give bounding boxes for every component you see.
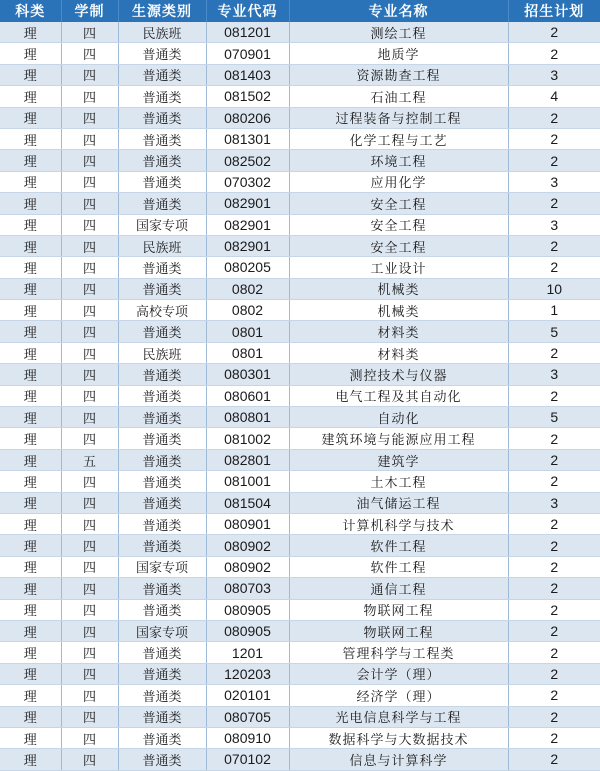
subject-category-cell: 理 [0,749,61,770]
subject-category-cell: 理 [0,428,61,449]
major-code-cell: 081301 [206,128,289,149]
duration-cell: 四 [61,663,118,684]
duration-cell: 四 [61,749,118,770]
enrollment-plan-cell: 2 [508,663,600,684]
duration-cell: 四 [61,492,118,513]
duration-cell: 四 [61,535,118,556]
table-row [0,556,600,577]
major-code-cell: 081504 [206,492,289,513]
student-source-cell: 普通类 [118,535,206,556]
enrollment-plan-cell: 2 [508,107,600,128]
subject-category-cell: 理 [0,257,61,278]
major-name-cell: 化学工程与工艺 [289,128,508,149]
subject-category-cell: 理 [0,685,61,706]
duration-cell: 四 [61,150,118,171]
table-row [0,685,600,706]
major-name-cell: 信息与计算科学 [289,749,508,770]
table-row [0,64,600,85]
duration-cell: 四 [61,107,118,128]
duration-cell: 四 [61,727,118,748]
major-name-cell: 安全工程 [289,235,508,256]
table-row [0,385,600,406]
table-row [0,107,600,128]
table-row [0,193,600,214]
major-name-cell: 自动化 [289,407,508,428]
major-name-cell: 软件工程 [289,535,508,556]
enrollment-plan-cell: 3 [508,364,600,385]
table-row [0,620,600,641]
subject-category-cell: 理 [0,22,61,43]
major-code-cell: 080206 [206,107,289,128]
subject-category-cell: 理 [0,342,61,363]
student-source-cell: 民族班 [118,342,206,363]
subject-category-cell: 理 [0,321,61,342]
student-source-cell: 普通类 [118,128,206,149]
subject-category-cell: 理 [0,407,61,428]
major-code-cell: 0801 [206,321,289,342]
enrollment-plan-cell: 2 [508,471,600,492]
major-code-cell: 080905 [206,599,289,620]
duration-cell: 四 [61,599,118,620]
enrollment-plan-cell: 2 [508,513,600,534]
duration-cell: 四 [61,64,118,85]
major-name-cell: 土木工程 [289,471,508,492]
subject-category-cell: 理 [0,535,61,556]
enrollment-plan-cell: 2 [508,428,600,449]
major-name-cell: 石油工程 [289,86,508,107]
subject-category-cell: 理 [0,364,61,385]
header-student-source: 生源类别 [118,0,206,22]
student-source-cell: 普通类 [118,492,206,513]
table-row [0,599,600,620]
student-source-cell: 普通类 [118,193,206,214]
table-row [0,727,600,748]
enrollment-plan-cell: 2 [508,150,600,171]
student-source-cell: 国家专项 [118,556,206,577]
subject-category-cell: 理 [0,278,61,299]
enrollment-plan-cell: 2 [508,556,600,577]
table-row [0,706,600,727]
subject-category-cell: 理 [0,214,61,235]
major-name-cell: 物联网工程 [289,599,508,620]
major-name-cell: 应用化学 [289,171,508,192]
major-code-cell: 0802 [206,278,289,299]
enrollment-plan-cell: 2 [508,235,600,256]
duration-cell: 四 [61,171,118,192]
major-name-cell: 安全工程 [289,193,508,214]
major-name-cell: 管理科学与工程类 [289,642,508,663]
duration-cell: 四 [61,407,118,428]
enrollment-plan-cell: 5 [508,407,600,428]
student-source-cell: 普通类 [118,364,206,385]
table-row [0,171,600,192]
student-source-cell: 普通类 [118,171,206,192]
subject-category-cell: 理 [0,150,61,171]
enrollment-plan-cell: 2 [508,749,600,770]
table-row [0,449,600,470]
major-name-cell: 机械类 [289,300,508,321]
enrollment-plan-cell: 3 [508,64,600,85]
table-header [0,0,600,22]
student-source-cell: 民族班 [118,22,206,43]
major-code-cell: 081201 [206,22,289,43]
major-code-cell: 081502 [206,86,289,107]
major-name-cell: 会计学（理） [289,663,508,684]
student-source-cell: 普通类 [118,449,206,470]
student-source-cell: 普通类 [118,727,206,748]
table-row [0,86,600,107]
table-row [0,492,600,513]
major-code-cell: 0801 [206,342,289,363]
enrollment-plan-cell: 5 [508,321,600,342]
enrollment-plan-cell: 2 [508,706,600,727]
subject-category-cell: 理 [0,471,61,492]
major-code-cell: 081001 [206,471,289,492]
enrollment-plan-cell: 10 [508,278,600,299]
duration-cell: 四 [61,86,118,107]
student-source-cell: 普通类 [118,749,206,770]
subject-category-cell: 理 [0,193,61,214]
major-code-cell: 082801 [206,449,289,470]
major-code-cell: 082901 [206,214,289,235]
major-code-cell: 070302 [206,171,289,192]
table-row [0,214,600,235]
subject-category-cell: 理 [0,599,61,620]
duration-cell: 四 [61,471,118,492]
student-source-cell: 普通类 [118,513,206,534]
subject-category-cell: 理 [0,706,61,727]
duration-cell: 四 [61,556,118,577]
major-name-cell: 地质学 [289,43,508,64]
duration-cell: 四 [61,342,118,363]
major-name-cell: 安全工程 [289,214,508,235]
major-code-cell: 0802 [206,300,289,321]
major-code-cell: 082502 [206,150,289,171]
major-code-cell: 080601 [206,385,289,406]
header-enrollment-plan: 招生计划 [508,0,600,22]
duration-cell: 五 [61,449,118,470]
table-row [0,407,600,428]
duration-cell: 四 [61,364,118,385]
header-major-name: 专业名称 [289,0,508,22]
duration-cell: 四 [61,22,118,43]
student-source-cell: 普通类 [118,471,206,492]
student-source-cell: 普通类 [118,257,206,278]
subject-category-cell: 理 [0,300,61,321]
table-row [0,235,600,256]
major-code-cell: 080801 [206,407,289,428]
major-code-cell: 020101 [206,685,289,706]
major-code-cell: 080205 [206,257,289,278]
table-row [0,321,600,342]
subject-category-cell: 理 [0,642,61,663]
table-row [0,663,600,684]
duration-cell: 四 [61,128,118,149]
duration-cell: 四 [61,43,118,64]
major-name-cell: 电气工程及其自动化 [289,385,508,406]
subject-category-cell: 理 [0,620,61,641]
enrollment-plan-cell: 2 [508,685,600,706]
student-source-cell: 普通类 [118,385,206,406]
major-code-cell: 1201 [206,642,289,663]
subject-category-cell: 理 [0,171,61,192]
table-row [0,22,600,43]
subject-category-cell: 理 [0,449,61,470]
subject-category-cell: 理 [0,107,61,128]
duration-cell: 四 [61,257,118,278]
header-duration: 学制 [61,0,118,22]
enrollment-plan-cell: 2 [508,727,600,748]
enrollment-plan-cell: 4 [508,86,600,107]
major-name-cell: 测控技术与仪器 [289,364,508,385]
major-name-cell: 通信工程 [289,578,508,599]
major-code-cell: 080301 [206,364,289,385]
major-name-cell: 工业设计 [289,257,508,278]
duration-cell: 四 [61,278,118,299]
student-source-cell: 普通类 [118,407,206,428]
enrollment-plan-cell: 2 [508,193,600,214]
student-source-cell: 普通类 [118,706,206,727]
duration-cell: 四 [61,235,118,256]
major-code-cell: 080905 [206,620,289,641]
enrollment-plan-cell: 2 [508,43,600,64]
student-source-cell: 普通类 [118,663,206,684]
major-name-cell: 资源勘查工程 [289,64,508,85]
duration-cell: 四 [61,300,118,321]
enrollment-plan-cell: 2 [508,642,600,663]
major-code-cell: 080901 [206,513,289,534]
student-source-cell: 普通类 [118,685,206,706]
duration-cell: 四 [61,385,118,406]
major-name-cell: 光电信息科学与工程 [289,706,508,727]
subject-category-cell: 理 [0,727,61,748]
table-row [0,578,600,599]
duration-cell: 四 [61,620,118,641]
duration-cell: 四 [61,321,118,342]
major-name-cell: 环境工程 [289,150,508,171]
student-source-cell: 普通类 [118,107,206,128]
student-source-cell: 国家专项 [118,620,206,641]
enrollment-plan-cell: 2 [508,22,600,43]
student-source-cell: 普通类 [118,642,206,663]
duration-cell: 四 [61,193,118,214]
duration-cell: 四 [61,642,118,663]
major-name-cell: 经济学（理） [289,685,508,706]
major-code-cell: 080703 [206,578,289,599]
enrollment-plan-cell: 2 [508,578,600,599]
student-source-cell: 普通类 [118,428,206,449]
major-name-cell: 数据科学与大数据技术 [289,727,508,748]
student-source-cell: 普通类 [118,599,206,620]
table-row [0,364,600,385]
major-name-cell: 测绘工程 [289,22,508,43]
student-source-cell: 民族班 [118,235,206,256]
major-code-cell: 080902 [206,535,289,556]
major-name-cell: 软件工程 [289,556,508,577]
table-row [0,278,600,299]
major-code-cell: 081002 [206,428,289,449]
table-row [0,257,600,278]
duration-cell: 四 [61,685,118,706]
major-code-cell: 080910 [206,727,289,748]
major-code-cell: 081403 [206,64,289,85]
table-row [0,513,600,534]
table-row [0,300,600,321]
subject-category-cell: 理 [0,128,61,149]
duration-cell: 四 [61,214,118,235]
subject-category-cell: 理 [0,43,61,64]
major-name-cell: 过程装备与控制工程 [289,107,508,128]
major-name-cell: 油气储运工程 [289,492,508,513]
student-source-cell: 普通类 [118,86,206,107]
major-code-cell: 082901 [206,193,289,214]
subject-category-cell: 理 [0,64,61,85]
subject-category-cell: 理 [0,513,61,534]
enrollment-plan-cell: 2 [508,449,600,470]
table-row [0,43,600,64]
enrollment-plan-cell: 2 [508,385,600,406]
major-name-cell: 机械类 [289,278,508,299]
subject-category-cell: 理 [0,492,61,513]
student-source-cell: 普通类 [118,150,206,171]
duration-cell: 四 [61,578,118,599]
header-subject-category: 科类 [0,0,61,22]
major-name-cell: 物联网工程 [289,620,508,641]
enrollment-plan-cell: 2 [508,128,600,149]
enrollment-plan-cell: 3 [508,492,600,513]
subject-category-cell: 理 [0,663,61,684]
major-code-cell: 120203 [206,663,289,684]
subject-category-cell: 理 [0,556,61,577]
major-name-cell: 建筑环境与能源应用工程 [289,428,508,449]
header-row [0,0,600,22]
major-code-cell: 082901 [206,235,289,256]
major-name-cell: 材料类 [289,342,508,363]
enrollment-plan-cell: 3 [508,214,600,235]
table-row [0,535,600,556]
duration-cell: 四 [61,428,118,449]
student-source-cell: 普通类 [118,321,206,342]
subject-category-cell: 理 [0,385,61,406]
enrollment-plan-cell: 2 [508,620,600,641]
enrollment-plan-cell: 3 [508,171,600,192]
student-source-cell: 国家专项 [118,214,206,235]
table-row [0,342,600,363]
student-source-cell: 普通类 [118,43,206,64]
student-source-cell: 普通类 [118,278,206,299]
major-code-cell: 080902 [206,556,289,577]
subject-category-cell: 理 [0,86,61,107]
major-code-cell: 070102 [206,749,289,770]
enrollment-plan-cell: 2 [508,257,600,278]
major-name-cell: 计算机科学与技术 [289,513,508,534]
major-code-cell: 070901 [206,43,289,64]
duration-cell: 四 [61,706,118,727]
subject-category-cell: 理 [0,235,61,256]
major-code-cell: 080705 [206,706,289,727]
table-body [0,22,600,770]
table-row [0,642,600,663]
student-source-cell: 高校专项 [118,300,206,321]
enrollment-plan-cell: 1 [508,300,600,321]
enrollment-plan-cell: 2 [508,342,600,363]
major-name-cell: 材料类 [289,321,508,342]
duration-cell: 四 [61,513,118,534]
student-source-cell: 普通类 [118,578,206,599]
student-source-cell: 普通类 [118,64,206,85]
header-major-code: 专业代码 [206,0,289,22]
table-row [0,150,600,171]
table-row [0,128,600,149]
major-name-cell: 建筑学 [289,449,508,470]
enrollment-plan-cell: 2 [508,535,600,556]
subject-category-cell: 理 [0,578,61,599]
table-row [0,471,600,492]
enrollment-plan-cell: 2 [508,599,600,620]
table-row [0,428,600,449]
